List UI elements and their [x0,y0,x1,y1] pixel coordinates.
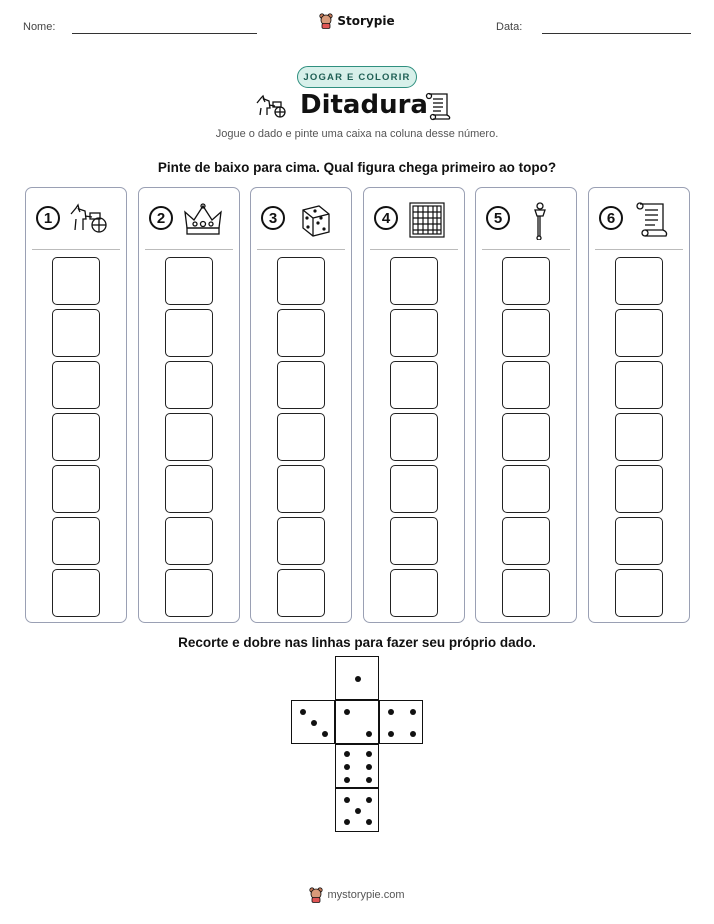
color-box[interactable] [615,517,663,565]
color-box[interactable] [615,465,663,513]
name-line[interactable] [72,33,257,34]
column-divider [32,249,120,250]
color-box[interactable] [165,569,213,617]
color-box[interactable] [277,413,325,461]
column-1 [25,187,127,623]
color-box[interactable] [277,465,325,513]
scroll-icon [423,91,455,121]
color-box[interactable] [502,465,550,513]
color-box[interactable] [277,257,325,305]
name-label: Nome: [23,21,56,33]
color-box[interactable] [165,517,213,565]
footer-url: mystorypie.com [327,889,405,901]
game-instruction: Pinte de baixo para cima. Qual figura chega primeiro ao topo? [157,160,557,175]
column-divider [370,249,458,250]
color-box[interactable] [52,413,100,461]
color-box[interactable] [165,465,213,513]
color-box[interactable] [615,257,663,305]
column-6 [588,187,690,623]
dice-pip [388,731,394,737]
color-box[interactable] [52,465,100,513]
dice-pip [355,676,361,682]
color-box[interactable] [615,413,663,461]
color-box[interactable] [390,257,438,305]
dice-pip [355,808,361,814]
dice-pip [300,709,306,715]
color-box[interactable] [165,309,213,357]
page-title: Ditadura [300,90,428,120]
color-box[interactable] [390,361,438,409]
dice-pip [366,764,372,770]
color-box[interactable] [390,569,438,617]
dice-pip [344,777,350,783]
color-box[interactable] [502,517,550,565]
color-box[interactable] [277,517,325,565]
column-number: 6 [599,206,623,230]
color-box[interactable] [502,309,550,357]
dice-pip [344,709,350,715]
color-box[interactable] [165,361,213,409]
dice-face [335,788,379,832]
color-box[interactable] [165,413,213,461]
prison-bars-icon [406,200,450,240]
column-number: 2 [149,206,173,230]
color-box[interactable] [615,569,663,617]
column-divider [595,249,683,250]
color-box[interactable] [52,517,100,565]
color-box[interactable] [165,257,213,305]
dice-pip [388,709,394,715]
column-4 [363,187,465,623]
column-3 [250,187,352,623]
color-box[interactable] [390,465,438,513]
brand-logo [0,13,714,29]
column-2 [138,187,240,623]
dice-pip [344,819,350,825]
page-subtitle: Jogue o dado e pinte uma caixa na coluna desse número. [215,128,499,140]
dice-pip [311,720,317,726]
color-box[interactable] [52,361,100,409]
dice-face [335,744,379,788]
column-divider [145,249,233,250]
dice-icon [293,200,337,240]
scroll-icon [631,200,675,240]
color-box[interactable] [390,309,438,357]
brand-name: Storypie [337,14,395,28]
color-box[interactable] [502,257,550,305]
dice-pip [344,797,350,803]
crown-icon [181,200,225,240]
dice-face [335,656,379,700]
date-line[interactable] [542,33,691,34]
dice-pip [366,797,372,803]
color-box[interactable] [502,413,550,461]
column-number: 3 [261,206,285,230]
column-5 [475,187,577,623]
color-box[interactable] [502,569,550,617]
color-box[interactable] [277,569,325,617]
activity-badge: JOGAR E COLORIR [297,66,417,88]
horse-carriage-icon [68,200,112,240]
color-box[interactable] [52,569,100,617]
footer [0,887,714,903]
dice-pip [322,731,328,737]
color-box[interactable] [52,309,100,357]
color-box[interactable] [615,309,663,357]
dice-pip [410,731,416,737]
column-number: 5 [486,206,510,230]
scepter-icon [518,200,562,240]
color-box[interactable] [615,361,663,409]
dice-face [379,700,423,744]
dice-pip [366,777,372,783]
column-number: 1 [36,206,60,230]
dice-pip [366,819,372,825]
date-label: Data: [496,21,523,33]
dice-instruction: Recorte e dobre nas linhas para fazer seu próprio dado. [178,635,536,650]
dice-pip [344,751,350,757]
dice-pip [410,709,416,715]
color-box[interactable] [277,361,325,409]
horse-carriage-icon [255,93,291,119]
column-divider [482,249,570,250]
dice-pip [366,751,372,757]
dice-pip [366,731,372,737]
dice-face [291,700,335,744]
color-box[interactable] [502,361,550,409]
column-divider [257,249,345,250]
color-box[interactable] [277,309,325,357]
column-number: 4 [374,206,398,230]
color-box[interactable] [390,517,438,565]
bear-icon [319,13,333,29]
bear-icon [309,887,323,903]
dice-pip [344,764,350,770]
dice-face [335,700,379,744]
color-box[interactable] [390,413,438,461]
color-box[interactable] [52,257,100,305]
